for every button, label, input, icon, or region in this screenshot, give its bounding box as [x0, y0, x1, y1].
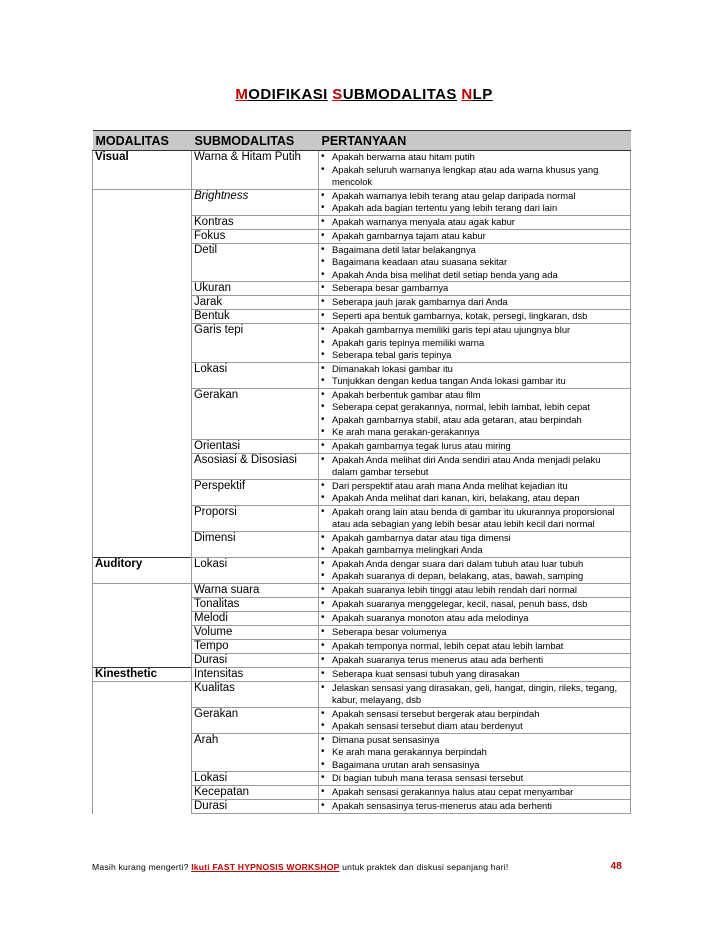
submodality-cell: Melodi	[192, 611, 319, 625]
question-list	[321, 584, 628, 597]
table-row	[93, 439, 631, 453]
question-item: • Seberapa besar volumenya	[321, 626, 628, 639]
question-item: • Dimanakah lokasi gambar itu	[321, 363, 628, 376]
question-item: • Seberapa besar gambarnya	[321, 282, 628, 295]
modality-cell: Visual	[93, 151, 192, 190]
question-item: • Apakah sensasi tersebut bergerak atau berpindah	[321, 708, 628, 721]
question-cell	[319, 681, 631, 707]
table-row	[93, 597, 631, 611]
table-row	[93, 583, 631, 597]
question-item: • Apakah Anda dengar suara dari dalam tubuh atau luar tubuh	[321, 558, 628, 571]
submodality-cell: Brightness	[192, 189, 319, 215]
question-list	[321, 454, 628, 479]
table-row	[93, 229, 631, 243]
question-list	[321, 389, 628, 439]
table-row	[93, 653, 631, 667]
table-row	[93, 324, 631, 363]
question-item: • Di bagian tubuh mana terasa sensasi tersebut	[321, 772, 628, 785]
question-item: • Apakah orang lain atau benda di gambar itu ukurannya proporsional atau ada sebagian yang lebih besar atau lebih kecil dari normal	[321, 506, 628, 531]
question-item: • Apakah sensasi gerakannya halus atau cepat menyambar	[321, 786, 628, 799]
footer-prefix: Masih kurang mengerti?	[92, 862, 189, 872]
question-item: • Seberapa kuat sensasi tubuh yang dirasakan	[321, 668, 628, 681]
question-cell	[319, 733, 631, 772]
table-row	[93, 625, 631, 639]
question-list	[321, 598, 628, 611]
question-item: • Apakah suaranya lebih tinggi atau lebih rendah dari normal	[321, 584, 628, 597]
submodality-cell: Arah	[192, 733, 319, 772]
modality-cell	[93, 733, 192, 772]
question-list	[321, 786, 628, 799]
question-list	[321, 244, 628, 282]
title-letter-s: S	[332, 86, 343, 103]
submodality-cell: Lokasi	[192, 557, 319, 583]
question-item: • Bagaimana keadaan atau suasana sekitar	[321, 256, 628, 269]
title-letter-n: N	[461, 86, 473, 103]
submodality-cell: Jarak	[192, 296, 319, 310]
question-cell	[319, 800, 631, 814]
question-item: • Apakah Anda melihat diri Anda sendiri atau Anda menjadi pelaku dalam gambar tersebut	[321, 454, 628, 479]
question-item: • Apakah ada bagian tertentu yang lebih terang dari lain	[321, 202, 628, 215]
question-cell	[319, 786, 631, 800]
question-cell	[319, 439, 631, 453]
submodality-cell: Proporsi	[192, 505, 319, 531]
question-item: • Apakah gambarnya memiliki garis tepi atau ujungnya blur	[321, 324, 628, 337]
submodality-cell: Orientasi	[192, 439, 319, 453]
question-item: • Apakah gambarnya tajam atau kabur	[321, 230, 628, 243]
question-cell	[319, 215, 631, 229]
table-row	[93, 282, 631, 296]
modality-cell	[93, 639, 192, 653]
modality-cell	[93, 531, 192, 557]
modality-cell	[93, 786, 192, 800]
submodality-cell: Perspektif	[192, 479, 319, 505]
question-list	[321, 324, 628, 362]
modality-cell	[93, 215, 192, 229]
question-list	[321, 282, 628, 295]
table-row	[93, 151, 631, 190]
modality-cell	[93, 282, 192, 296]
submodality-cell: Gerakan	[192, 388, 319, 439]
question-cell	[319, 229, 631, 243]
submodality-cell: Durasi	[192, 653, 319, 667]
header-modalitas: MODALITAS	[93, 131, 192, 151]
question-cell	[319, 453, 631, 479]
modality-cell	[93, 479, 192, 505]
question-item: • Apakah gambarnya melingkari Anda	[321, 544, 628, 557]
question-item: • Tunjukkan dengan kedua tangan Anda lokasi gambar itu	[321, 375, 628, 388]
modality-cell	[93, 362, 192, 388]
question-list	[321, 532, 628, 557]
footer-suffix: untuk praktek dan diskusi sepanjang hari!	[342, 862, 509, 872]
table-row	[93, 786, 631, 800]
question-item: • Seberapa cepat gerakannya, normal, lebih lambat, lebih cepat	[321, 401, 628, 414]
question-item: • Apakah suaranya menggelegar, kecil, nasal, penuh bass, dsb	[321, 598, 628, 611]
question-item: • Dimana pusat sensasinya	[321, 734, 628, 747]
question-cell	[319, 324, 631, 363]
question-item: • Apakah berwarna atau hitam putih	[321, 151, 628, 164]
question-cell	[319, 189, 631, 215]
question-cell	[319, 583, 631, 597]
modality-cell	[93, 583, 192, 597]
question-cell	[319, 611, 631, 625]
table-row	[93, 215, 631, 229]
question-list	[321, 708, 628, 733]
question-item: • Bagaimana urutan arah sensasinya	[321, 759, 628, 772]
table-row	[93, 667, 631, 681]
question-cell	[319, 707, 631, 733]
question-list	[321, 558, 628, 583]
table-row	[93, 296, 631, 310]
question-list	[321, 440, 628, 453]
table-row	[93, 310, 631, 324]
submodality-cell: Ukuran	[192, 282, 319, 296]
submodality-cell: Warna suara	[192, 583, 319, 597]
submodality-cell: Kualitas	[192, 681, 319, 707]
question-cell	[319, 597, 631, 611]
submodality-cell: Dimensi	[192, 531, 319, 557]
submodality-cell: Warna & Hitam Putih	[192, 151, 319, 190]
question-item: • Apakah suaranya terus menerus atau ada berhenti	[321, 654, 628, 667]
title-word-1: ODIFIKASI	[248, 86, 328, 103]
submodality-cell: Asosiasi & Disosiasi	[192, 453, 319, 479]
submodality-cell: Tonalitas	[192, 597, 319, 611]
question-cell	[319, 557, 631, 583]
question-cell	[319, 362, 631, 388]
modality-cell	[93, 800, 192, 814]
question-item: • Apakah warnanya menyala atau agak kabur	[321, 216, 628, 229]
question-list	[321, 296, 628, 309]
table-row	[93, 557, 631, 583]
modality-cell: Kinesthetic	[93, 667, 192, 681]
question-cell	[319, 531, 631, 557]
table-row	[93, 733, 631, 772]
question-cell	[319, 667, 631, 681]
question-cell	[319, 639, 631, 653]
question-cell	[319, 653, 631, 667]
question-list	[321, 310, 628, 323]
submodality-cell: Detil	[192, 243, 319, 282]
modality-cell	[93, 597, 192, 611]
header-pertanyaan: PERTANYAAN	[319, 131, 631, 151]
question-list	[321, 668, 628, 681]
modality-cell: Auditory	[93, 557, 192, 583]
modality-cell	[93, 310, 192, 324]
submodality-cell: Volume	[192, 625, 319, 639]
modality-cell	[93, 189, 192, 215]
question-cell	[319, 625, 631, 639]
question-list	[321, 506, 628, 531]
modality-cell	[93, 707, 192, 733]
question-item: • Apakah gambarnya datar atau tiga dimensi	[321, 532, 628, 545]
question-list	[321, 800, 628, 813]
modality-cell	[93, 243, 192, 282]
question-cell	[319, 505, 631, 531]
question-item: • Seberapa jauh jarak gambarnya dari Anda	[321, 296, 628, 309]
table-row	[93, 681, 631, 707]
modality-cell	[93, 653, 192, 667]
table-row	[93, 453, 631, 479]
title-word-3: LP	[472, 86, 493, 103]
question-cell	[319, 772, 631, 786]
table-row	[93, 772, 631, 786]
submodality-cell: Durasi	[192, 800, 319, 814]
modality-cell	[93, 611, 192, 625]
submodality-cell: Lokasi	[192, 772, 319, 786]
question-item: • Apakah garis tepinya memiliki warna	[321, 337, 628, 350]
question-list	[321, 151, 628, 189]
question-item: • Jelaskan sensasi yang dirasakan, geli, hangat, dingin, rileks, tegang, kabur, melayang, dsb	[321, 682, 628, 707]
table-row	[93, 388, 631, 439]
modality-cell	[93, 505, 192, 531]
modality-cell	[93, 772, 192, 786]
modality-cell	[93, 296, 192, 310]
question-item: • Apakah suaranya monoton atau ada melodinya	[321, 612, 628, 625]
submodalities-table	[92, 130, 631, 814]
submodality-cell: Kecepatan	[192, 786, 319, 800]
modality-cell	[93, 681, 192, 707]
title-word-2: UBMODALITAS	[342, 86, 457, 103]
question-cell	[319, 310, 631, 324]
table-row	[93, 531, 631, 557]
page-title	[0, 86, 728, 103]
question-cell	[319, 243, 631, 282]
question-list	[321, 216, 628, 229]
question-list	[321, 363, 628, 388]
question-item: • Ke arah mana gerakannya berpindah	[321, 746, 628, 759]
question-list	[321, 640, 628, 653]
title-letter-m: M	[235, 86, 249, 103]
question-item: • Apakah seluruh warnanya lengkap atau ada warna khusus yang mencolok	[321, 164, 628, 189]
question-list	[321, 654, 628, 667]
table-row	[93, 707, 631, 733]
modality-cell	[93, 324, 192, 363]
submodality-cell: Bentuk	[192, 310, 319, 324]
question-item: • Apakah warnanya lebih terang atau gelap daripada normal	[321, 190, 628, 203]
table-row	[93, 189, 631, 215]
table-row	[93, 800, 631, 814]
question-list	[321, 772, 628, 785]
page-number: 48	[610, 861, 622, 872]
table-row	[93, 611, 631, 625]
table-row	[93, 639, 631, 653]
workshop-link[interactable]: Ikuti FAST HYPNOSIS WORKSHOP	[191, 862, 340, 872]
question-item: • Apakah Anda melihat dari kanan, kiri, belakang, atau depan	[321, 492, 628, 505]
question-cell	[319, 296, 631, 310]
question-list	[321, 190, 628, 215]
question-cell	[319, 479, 631, 505]
question-item: • Apakah suaranya di depan, belakang, atas, bawah, samping	[321, 570, 628, 583]
question-item: • Ke arah mana gerakan-gerakannya	[321, 426, 628, 439]
question-item: • Apakah berbentuk gambar atau film	[321, 389, 628, 402]
question-list	[321, 626, 628, 639]
question-cell	[319, 151, 631, 190]
question-item: • Apakah sensasi tersebut diam atau berdenyut	[321, 720, 628, 733]
question-item: • Seberapa tebal garis tepinya	[321, 349, 628, 362]
question-item: • Apakah sensasinya terus-menerus atau ada berhenti	[321, 800, 628, 813]
modality-cell	[93, 388, 192, 439]
modality-cell	[93, 453, 192, 479]
question-item: • Bagaimana detil latar belakangnya	[321, 244, 628, 257]
question-list	[321, 230, 628, 243]
question-item: • Apakah gambarnya tegak lurus atau miring	[321, 440, 628, 453]
question-item: • Seperti apa bentuk gambarnya, kotak, persegi, lingkaran, dsb	[321, 310, 628, 323]
table-row	[93, 362, 631, 388]
question-item: • Apakah Anda bisa melihat detil setiap benda yang ada	[321, 269, 628, 282]
header-submodalitas: SUBMODALITAS	[192, 131, 319, 151]
table-row	[93, 243, 631, 282]
question-item: • Apakah temponya normal, lebih cepat atau lebih lambat	[321, 640, 628, 653]
modality-cell	[93, 625, 192, 639]
table-row	[93, 479, 631, 505]
question-list	[321, 682, 628, 707]
question-list	[321, 734, 628, 772]
table-row	[93, 505, 631, 531]
question-cell	[319, 282, 631, 296]
question-list	[321, 612, 628, 625]
modality-cell	[93, 229, 192, 243]
question-item: • Apakah gambarnya stabil, atau ada getaran, atau berpindah	[321, 414, 628, 427]
footer	[92, 862, 630, 872]
table-header-row	[93, 131, 631, 151]
submodality-cell: Gerakan	[192, 707, 319, 733]
question-cell	[319, 388, 631, 439]
submodality-cell: Tempo	[192, 639, 319, 653]
question-list	[321, 480, 628, 505]
submodality-cell: Lokasi	[192, 362, 319, 388]
submodality-cell: Fokus	[192, 229, 319, 243]
submodality-cell: Intensitas	[192, 667, 319, 681]
submodality-cell: Garis tepi	[192, 324, 319, 363]
modality-cell	[93, 439, 192, 453]
submodality-cell: Kontras	[192, 215, 319, 229]
question-item: • Dari perspektif atau arah mana Anda melihat kejadian itu	[321, 480, 628, 493]
